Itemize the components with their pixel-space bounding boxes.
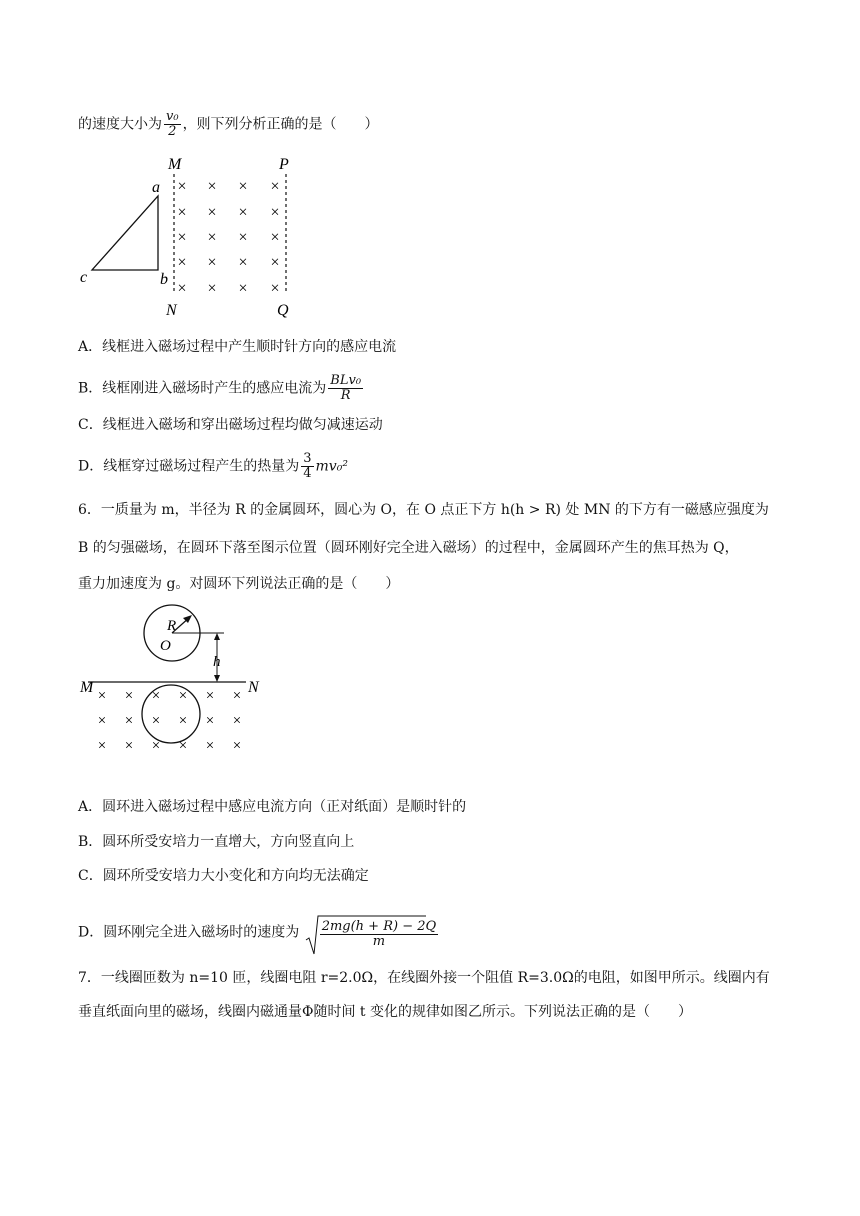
field-cross: × <box>124 688 134 704</box>
field-cross: × <box>238 280 248 297</box>
field-cross: × <box>270 178 280 195</box>
q5-option-A[interactable]: A．线框进入磁场过程中产生顺时针方向的感应电流 <box>78 339 397 355</box>
label-M: M <box>168 156 182 173</box>
q6-option-B[interactable]: B．圆环所受安培力一直增大，方向竖直向上 <box>78 834 355 850</box>
ring-lower <box>142 685 200 743</box>
field-cross: × <box>238 254 248 271</box>
sqrt-expression <box>304 916 440 949</box>
label-O: O <box>160 638 171 654</box>
field-cross: × <box>207 280 217 297</box>
q6-stem-line3: 重力加速度为 g。对圆环下列说法正确的是（ ） <box>78 576 400 592</box>
label-N: N <box>166 302 177 319</box>
magnetic-field-crosses-q6 <box>98 688 241 754</box>
current-fraction: $\frac{\text{BLv₀}}{R}$ <box>330 373 362 403</box>
field-cross: × <box>151 713 161 729</box>
field-cross: × <box>232 688 242 704</box>
q6-option-A[interactable]: A．圆环进入磁场过程中感应电流方向（正对纸面）是顺时针的 <box>78 799 467 815</box>
velocity-sqrt-fraction: $\frac{2mg(h + R) - 2Q}{m}$ <box>321 919 437 949</box>
q6-figure <box>78 604 278 754</box>
q6-stem-line2: B 的匀强磁场，在圆环下落至图示位置（圆环刚好完全进入磁场）的过程中，金属圆环产生的焦耳热为 Q， <box>78 540 739 556</box>
label-N6: N <box>248 679 259 696</box>
field-cross: × <box>178 738 188 754</box>
label-P: P <box>279 156 289 173</box>
stem-text-after: ，则下列分析正确的是（ ） <box>182 116 379 133</box>
field-cross: × <box>238 204 248 221</box>
q5-option-B[interactable]: B．线框刚进入磁场时产生的感应电流为 $\frac{\text{BLv₀}}{R}$ <box>78 373 362 403</box>
q5-figure <box>70 152 310 322</box>
field-cross: × <box>207 254 217 271</box>
field-cross: × <box>97 738 107 754</box>
q5-option-D[interactable]: D．线框穿过磁场过程产生的热量为 $\frac{3}{4}$ mv₀² <box>78 451 348 481</box>
field-cross: × <box>270 280 280 297</box>
field-cross: × <box>151 738 161 754</box>
field-cross: × <box>205 738 215 754</box>
label-M6: M <box>80 679 94 696</box>
field-cross: × <box>207 229 217 246</box>
field-cross: × <box>270 229 280 246</box>
heat-fraction: $\frac{3}{4}$ <box>303 451 312 481</box>
field-cross: × <box>124 713 134 729</box>
field-cross: × <box>270 204 280 221</box>
sqrt-sign <box>304 914 428 956</box>
label-h: h <box>213 654 221 670</box>
field-cross: × <box>97 688 107 704</box>
triangle-frame <box>92 196 158 270</box>
field-cross: × <box>177 229 187 246</box>
field-cross: × <box>270 254 280 271</box>
field-cross: × <box>232 713 242 729</box>
q7-stem-line1: 7．一线圈匝数为 n=10 匝，线圈电阻 r=2.0Ω，在线圈外接一个阻值 R=3.0Ω的电阻，如图甲所示。线圈内有 <box>78 970 770 986</box>
field-cross: × <box>177 204 187 221</box>
q6-stem-line1: 6．一质量为 m，半径为 R 的金属圆环，圆心为 O，在 O 点正下方 h(h > R) 处 MN 的下方有一磁感应强度为 <box>78 502 769 518</box>
q6-option-C[interactable]: C．圆环所受安培力大小变化和方向均无法确定 <box>78 868 369 884</box>
magnetic-field-crosses <box>177 178 279 297</box>
field-cross: × <box>205 713 215 729</box>
q5-option-C[interactable]: C．线框进入磁场和穿出磁场过程均做匀减速运动 <box>78 417 383 433</box>
h-arrow-top <box>214 633 220 640</box>
field-cross: × <box>178 688 188 704</box>
field-cross: × <box>178 713 188 729</box>
label-R: R <box>167 618 177 634</box>
label-b: b <box>160 271 168 288</box>
h-arrow-bottom <box>214 675 220 682</box>
field-cross: × <box>177 254 187 271</box>
label-c: c <box>80 269 88 286</box>
velocity-fraction: $\frac{\text{v₀}}{2}$ <box>166 109 179 139</box>
field-cross: × <box>238 229 248 246</box>
q6-option-D[interactable]: D．圆环刚完全进入磁场时的速度为 $\frac{2mg(h + R) - 2Q}{m}$ <box>78 916 440 949</box>
field-cross: × <box>207 204 217 221</box>
field-cross: × <box>177 178 187 195</box>
field-cross: × <box>207 178 217 195</box>
question5-stem-tail <box>78 110 379 139</box>
label-a: a <box>152 179 160 196</box>
field-cross: × <box>177 280 187 297</box>
field-cross: × <box>232 738 242 754</box>
field-cross: × <box>238 178 248 195</box>
stem-text-before: 的速度大小为 <box>78 116 162 133</box>
field-cross: × <box>205 688 215 704</box>
field-cross: × <box>151 688 161 704</box>
field-cross: × <box>124 738 134 754</box>
field-cross: × <box>97 713 107 729</box>
label-Q: Q <box>277 302 289 319</box>
q7-stem-line2: 垂直纸面向里的磁场，线圈内磁通量Φ随时间 t 变化的规律如图乙所示。下列说法正确的是（ ） <box>78 1004 693 1020</box>
